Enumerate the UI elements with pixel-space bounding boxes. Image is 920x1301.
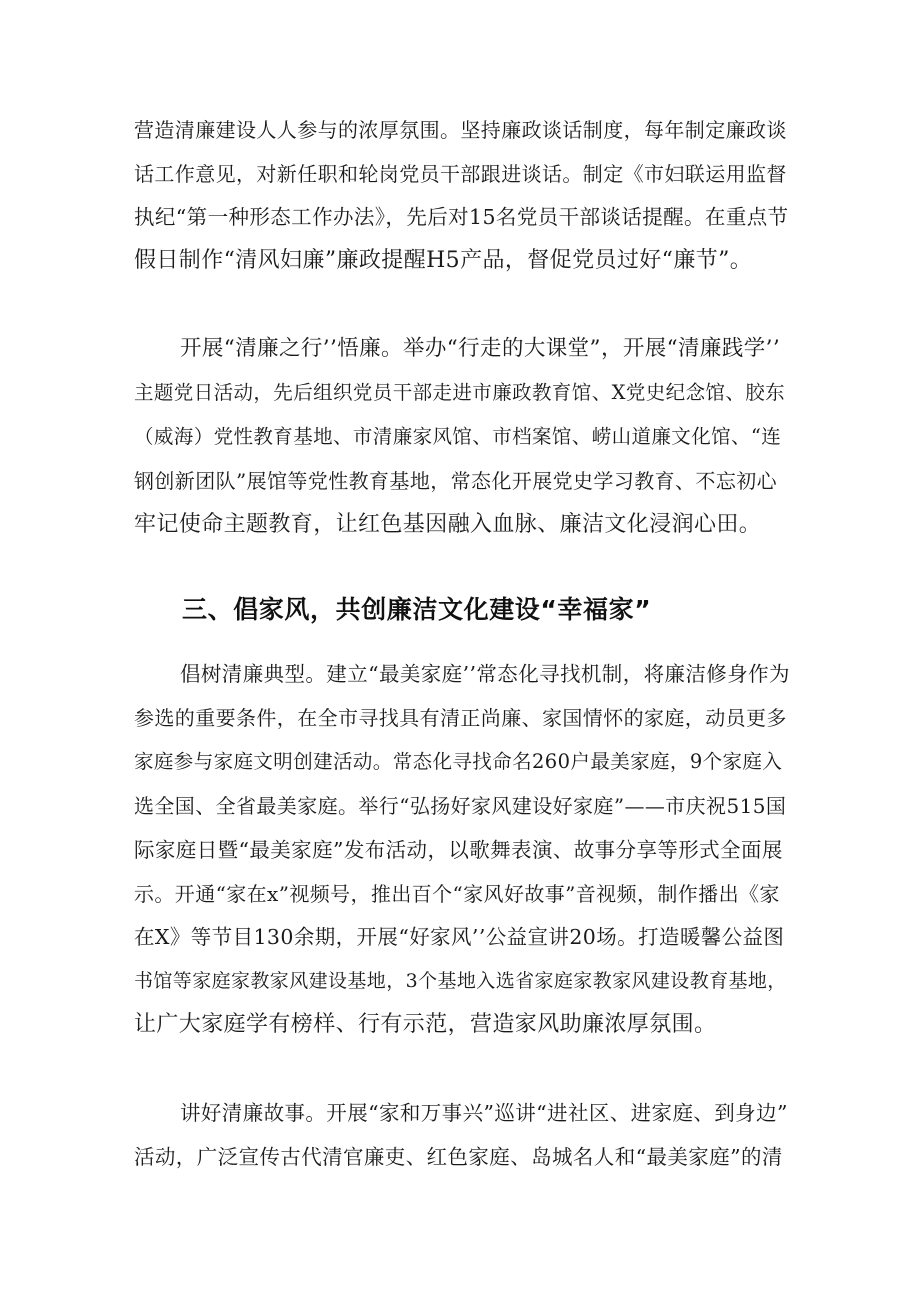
paragraph-3-line-7: 在X》等节目130余期，开展“好家风’’公益宣讲20场。打造暖馨公益图 <box>134 925 785 949</box>
paragraph-2-line-3: （威海）党性教育基地、市清廉家风馆、市档案馆、崂山道廉文化馆、“连 <box>134 425 782 448</box>
paragraph-2-line-2: 主题党日活动，先后组织党员干部走进市廉政教育馆、X党史纪念馆、胶东 <box>134 381 786 404</box>
section-heading: 三、倡家风，共创廉洁文化建设“幸福家” <box>182 595 652 624</box>
paragraph-2-line-1: 开展“清廉之行’’悟廉。举办“行走的大课堂”，开展“清廉践学’’ <box>180 336 781 361</box>
paragraph-3-line-8: 书馆等家庭家教家风建设基地，3个基地入选省家庭家教家风建设教育基地， <box>134 970 787 992</box>
paragraph-3-line-5: 际家庭日暨“最美家庭”发布活动，以歌舞表演、故事分享等形式全面展 <box>134 838 783 862</box>
paragraph-1-line-2: 话工作意见，对新任职和轮岗党员干部跟进谈话。制定《市妇联运用监督 <box>134 162 787 186</box>
paragraph-3-line-4: 选全国、全省最美家庭。举行“弘扬好家风建设好家庭”——市庆祝515国 <box>134 794 787 818</box>
paragraph-4-line-2: 活动，广泛宣传古代清官廉吏、红色家庭、岛城名人和“最美家庭”的清 <box>134 1145 783 1169</box>
paragraph-3-line-6: 示。开通“家在x”视频号，推出百个“家风好故事”音视频，制作播出《家 <box>134 882 780 906</box>
paragraph-3-line-1: 倡树清廉典型。建立“最美家庭’’常态化寻找机制，将廉洁修身作为 <box>180 662 790 686</box>
paragraph-1-line-4: 假日制作“清风妇廉”廉政提醒H5产品，督促党员过好“廉节”。 <box>134 248 753 273</box>
paragraph-2-line-4: 钢创新团队”展馆等党性教育基地，常态化开展党史学习教育、不忘初心 <box>134 469 778 493</box>
paragraph-1-line-3: 执纪“第一种形态工作办法》，先后对15名党员干部谈话提醒。在重点节 <box>134 205 789 229</box>
paragraph-3-line-9: 让广大家庭学有榜样、行有示范，营造家风助廉浓厚氛围。 <box>134 1012 717 1037</box>
paragraph-4-line-1: 讲好清廉故事。开展“家和万事兴”巡讲“进社区、进家庭、到身边” <box>180 1101 788 1125</box>
paragraph-3-line-2: 参选的重要条件，在全市寻找具有清正尚廉、家国情怀的家庭，动员更多 <box>134 706 787 730</box>
paragraph-2-line-5: 牢记使命主题教育，让红色基因融入血脉、廉洁文化浸润心田。 <box>134 512 762 537</box>
paragraph-3-line-3: 家庭参与家庭文明创建活动。常态化寻找命名260户最美家庭，9个家庭入 <box>134 750 783 773</box>
paragraph-1-line-1: 营造清廉建设人人参与的浓厚氛围。坚持廉政谈话制度，每年制定廉政谈 <box>134 118 787 142</box>
